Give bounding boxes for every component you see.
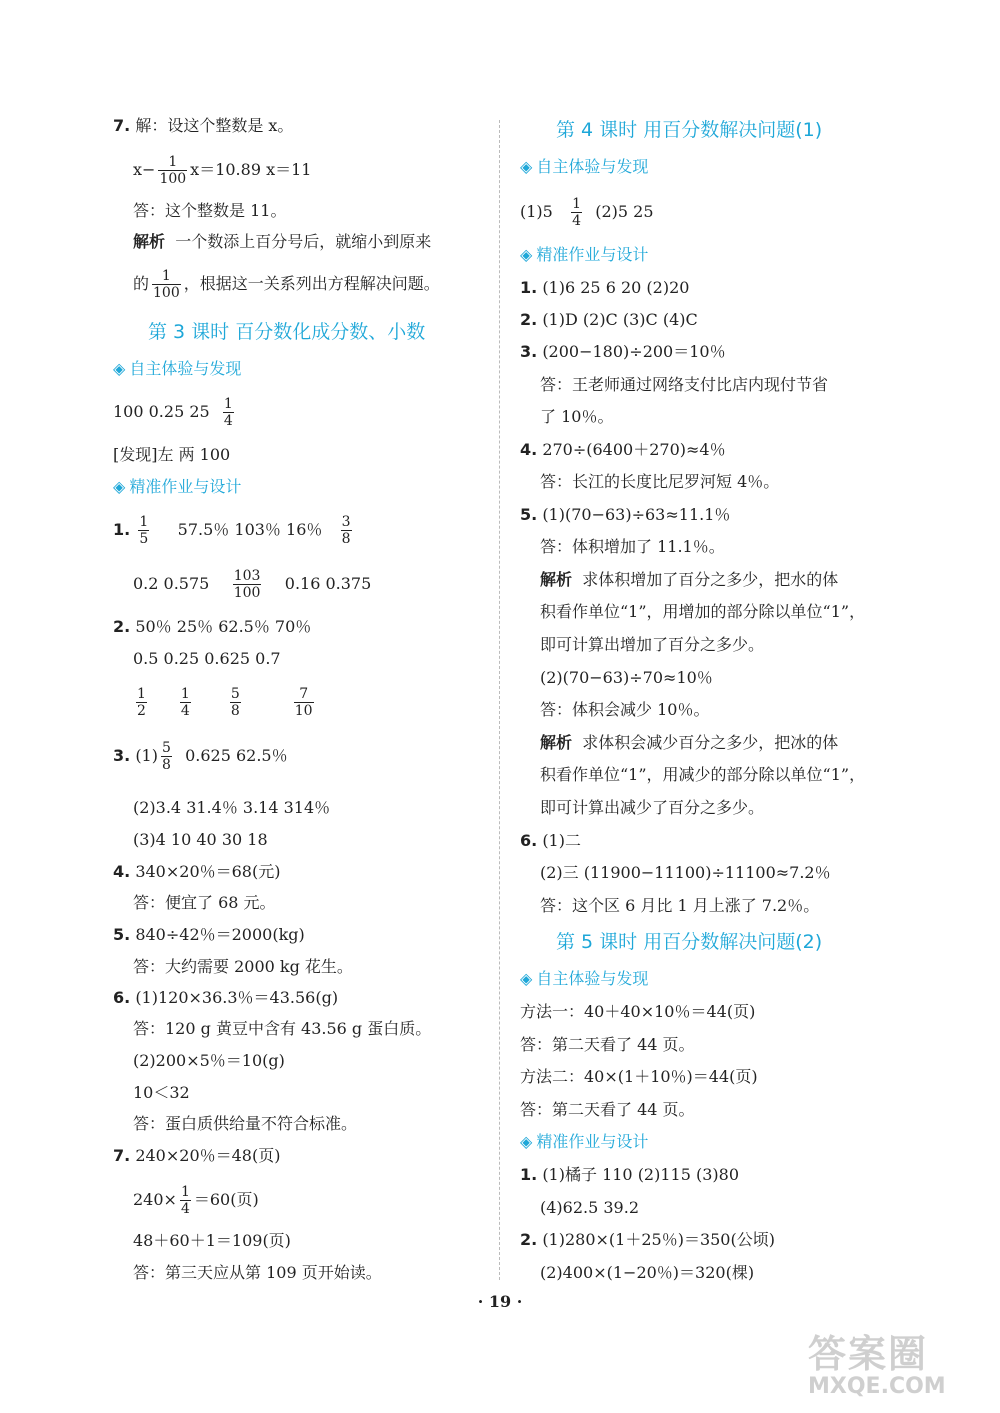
fraction: $\frac{3}{8}$ — [341, 514, 351, 547]
r6-row3: 答：这个区 6 月比 1 月上涨了 7.2％。 — [540, 896, 820, 915]
fraction: $\frac{1}{2}$ — [137, 686, 146, 719]
diamond-icon: ◈ — [520, 1132, 533, 1151]
r5-row2: 答：体积增加了 11.1％。 — [540, 537, 725, 556]
diamond-icon: ◈ — [113, 477, 126, 496]
p1-row1: 1. $\frac{1}{5}$ 57.5％ 103％ 16％ $\frac{3}{8}$ — [113, 514, 351, 547]
section-self-explore-r2: ◈ 自主体验与发现 — [520, 969, 649, 988]
p4-row2: 答：便宜了 68 元。 — [133, 893, 276, 912]
q7-answer: 答：这个整数是 11。 — [133, 201, 287, 220]
p6-row4: 10＜32 — [133, 1083, 190, 1102]
discovery-line: [发现]左 两 100 — [113, 445, 231, 464]
t2-row1: 2. (1)280×(1＋25％)＝350(公顷) — [520, 1230, 775, 1249]
p7-row4: 答：第三天应从第 109 页开始读。 — [133, 1263, 382, 1282]
fraction: $\frac{7}{10}$ — [294, 686, 313, 719]
fraction: $\frac{5}{8}$ — [161, 740, 171, 773]
fraction: $\frac{1}{100}$ — [153, 268, 180, 301]
diamond-icon: ◈ — [113, 359, 126, 378]
fraction: $\frac{1}{4}$ — [223, 396, 233, 429]
r3-row3: 了 10％。 — [540, 407, 614, 426]
watermark-title: 答案圈 — [808, 1332, 929, 1376]
watermark-url: MXQE.COM — [808, 1374, 946, 1399]
method2-answer: 答：第二天看了 44 页。 — [520, 1100, 695, 1119]
p7-row2: 240× $\frac{1}{4}$ ＝60(页) — [133, 1184, 259, 1217]
p7-row3: 48＋60＋1＝109(页) — [133, 1231, 291, 1250]
r5-analysis-3: 即可计算出增加了百分之多少。 — [540, 635, 765, 654]
r5-row1: 5. (1)(70−63)÷63≈11.1％ — [520, 505, 731, 524]
fraction: $\frac{103}{100}$ — [233, 568, 261, 601]
r1: 1. (1)6 25 6 20 (2)20 — [520, 278, 690, 297]
fraction: $\frac{1}{4}$ — [180, 1184, 190, 1217]
p3-row1: 3. (1) $\frac{5}{8}$ 0.625 62.5％ — [113, 740, 288, 773]
fraction: $\frac{5}{8}$ — [230, 686, 240, 719]
q7-equation: x− $\frac{1}{100}$ x＝10.89 x＝11 — [133, 154, 312, 187]
p5-row1: 5. 840÷42％＝2000(kg) — [113, 925, 305, 944]
r2: 2. (1)D (2)C (3)C (4)C — [520, 310, 698, 329]
p6-row5: 答：蛋白质供给量不符合标准。 — [133, 1114, 358, 1133]
p1-row2: 0.2 0.575 $\frac{103}{100}$ 0.16 0.375 — [133, 568, 372, 601]
r5-analysis-2: 积看作单位“1”，用增加的部分除以单位“1”， — [540, 602, 866, 621]
p2-row1: 2. 50％ 25％ 62.5％ 70％ — [113, 617, 312, 636]
lesson4-title: 第 4 课时 用百分数解决问题(1) — [556, 119, 823, 141]
p3-row2: (2)3.4 31.4％ 3.14 314％ — [133, 798, 331, 817]
r5-row3: (2)(70−63)÷70≈10％ — [540, 668, 713, 687]
p3-row3: (3)4 10 40 30 18 — [133, 830, 268, 849]
q7-analysis: 解析 一个数添上百分号后，就缩小到原来 — [133, 232, 432, 251]
t1-row1: 1. (1)橘子 110 (2)115 (3)80 — [520, 1165, 740, 1184]
r6-row2: (2)三 (11900−11100)÷11100≈7.2％ — [540, 863, 831, 882]
p6-row3: (2)200×5％＝10(g) — [133, 1051, 285, 1070]
r5-analysis-1: 解析 求体积增加了百分之多少，把水的体 — [540, 570, 839, 589]
p7-row1: 7. 240×20％＝48(页) — [113, 1146, 281, 1165]
p2-row2: 0.5 0.25 0.625 0.7 — [133, 649, 281, 668]
section-homework-r: ◈ 精准作业与设计 — [520, 245, 649, 264]
section-self-explore: ◈ 自主体验与发现 — [113, 359, 242, 378]
t1-row2: (4)62.5 39.2 — [540, 1198, 639, 1217]
p4-row1: 4. 340×20％＝68(元) — [113, 862, 281, 881]
method1: 方法一：40＋40×10％＝44(页) — [520, 1002, 756, 1021]
fraction: $\frac{1}{5}$ — [139, 514, 149, 547]
method1-answer: 答：第二天看了 44 页。 — [520, 1035, 695, 1054]
section-self-explore-r: ◈ 自主体验与发现 — [520, 157, 649, 176]
r4-row2: 答：长江的长度比尼罗河短 4％。 — [540, 472, 780, 491]
r-explore: (1)5 $\frac{1}{4}$ (2)5 25 — [520, 196, 654, 229]
column-divider — [499, 120, 500, 1280]
r3-row1: 3. (200−180)÷200＝10％ — [520, 342, 726, 361]
t2-row2: (2)400×(1−20％)＝320(棵) — [540, 1263, 755, 1282]
page-number: · 19 · — [477, 1292, 523, 1311]
q7-analysis-2: 的 $\frac{1}{100}$ ，根据这一关系列出方程解决问题。 — [133, 268, 440, 301]
watermark-logo — [808, 1333, 988, 1403]
explore-answers: 100 0.25 25 $\frac{1}{4}$ — [113, 396, 233, 429]
section-homework-r2: ◈ 精准作业与设计 — [520, 1132, 649, 1151]
q7-line: 7. 解：设这个整数是 x。 — [113, 116, 294, 135]
r5-row4: 答：体积会减少 10％。 — [540, 700, 710, 719]
fraction: $\frac{1}{100}$ — [159, 154, 187, 187]
diamond-icon: ◈ — [520, 157, 533, 176]
r5-analysis-6: 即可计算出减少了百分之多少。 — [540, 798, 765, 817]
r5-analysis-4: 解析 求体积会减少百分之多少，把冰的体 — [540, 733, 839, 752]
fraction: $\frac{1}{4}$ — [180, 686, 190, 719]
p2-row3 — [133, 682, 317, 722]
r4-row1: 4. 270÷(6400＋270)≈4％ — [520, 440, 726, 459]
p6-row1: 6. (1)120×36.3％＝43.56(g) — [113, 988, 339, 1007]
fraction: $\frac{1}{4}$ — [572, 196, 582, 229]
r6-row1: 6. (1)二 — [520, 831, 581, 850]
r5-analysis-5: 积看作单位“1”，用减少的部分除以单位“1”， — [540, 765, 866, 784]
section-homework: ◈ 精准作业与设计 — [113, 477, 242, 496]
p6-row2: 答：120 g 黄豆中含有 43.56 g 蛋白质。 — [133, 1019, 432, 1038]
p5-row2: 答：大约需要 2000 kg 花生。 — [133, 957, 353, 976]
lesson3-title: 第 3 课时 百分数化成分数、小数 — [148, 321, 426, 343]
r3-row2: 答：王老师通过网络支付比店内现付节省 — [540, 375, 829, 394]
diamond-icon: ◈ — [520, 969, 533, 988]
method2: 方法二：40×(1＋10％)＝44(页) — [520, 1067, 758, 1086]
lesson5-title: 第 5 课时 用百分数解决问题(2) — [556, 931, 823, 953]
diamond-icon: ◈ — [520, 245, 533, 264]
